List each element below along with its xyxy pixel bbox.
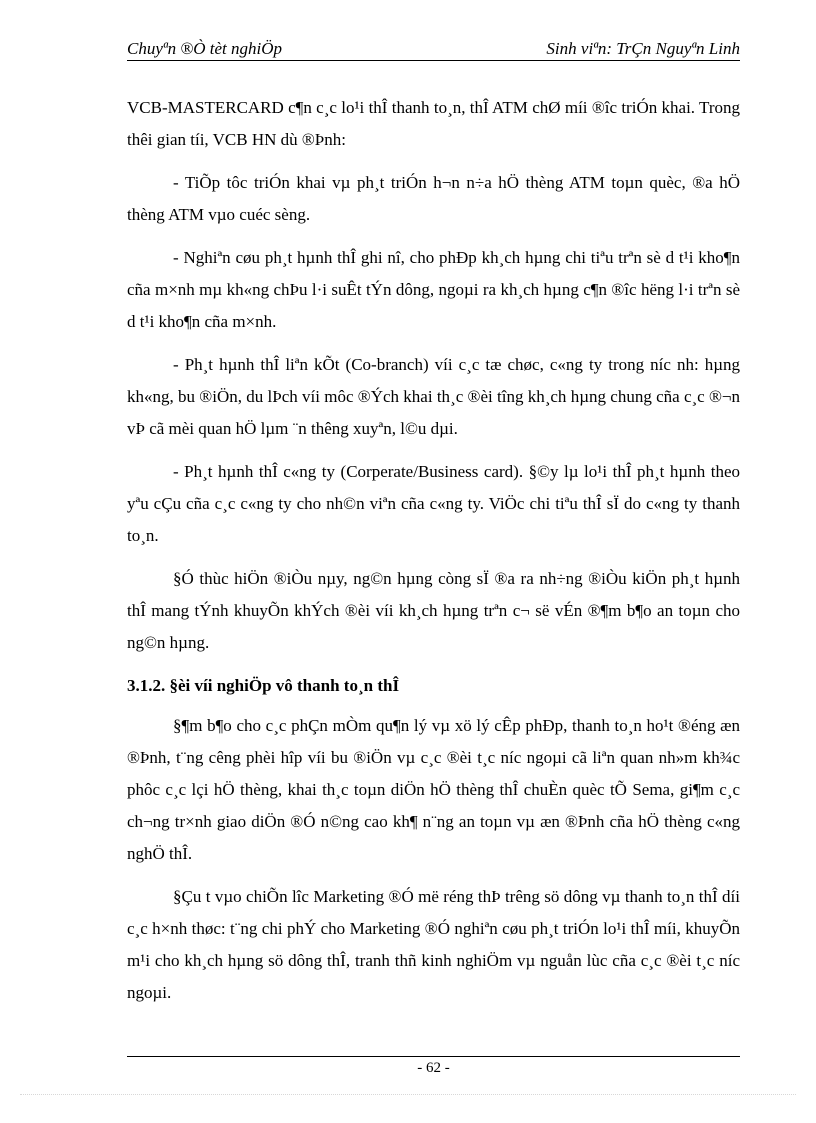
paragraph-business-card: - Ph¸t hµnh thÎ c«ng ty (Corperate/Business card). §©y lµ lo¹i thÎ ph¸t hµnh theo yªu cÇu cña c¸c c«ng ty cho nh©n viªn cña c«ng ty. ViÖc chi tiªu thÎ sÏ do c«ng ty thanh to¸n.: [127, 462, 740, 545]
page-body: [127, 92, 740, 1020]
paragraph-intro: VCB-MASTERCARD c¶n c¸c lo¹i thÎ thanh to¸n, thÎ ATM chØ míi ®îc triÓn khai. Trong thêi gian tíi, VCB HN dù ®Þnh:: [127, 98, 740, 149]
paragraph-marketing: §Çu t vµo chiÕn lîc Marketing ®Ó më réng thÞ trêng sö dông vµ thanh to¸n thÎ díi c¸c h×nh thøc: t¨ng chi phÝ cho Marketing ®Ó nghiªn cøu ph¸t triÓn lo¹i thÎ míi, khuyÕn m¹i cho kh¸ch hµng sö dông thÎ, tranh thñ kinh nghiÖm vµ nguån lùc cña c¸c ®èi t¸c níc ngoµi.: [127, 887, 740, 1002]
page-header: [127, 38, 740, 61]
paragraph-software: §¶m b¶o cho c¸c phÇn mÒm qu¶n lý vµ xö lý cÊp phÐp, thanh to¸n ho¹t ®éng æn ®Þnh, t¨ng cêng phèi hîp víi bu ®iÖn vµ c¸c ®èi t¸c níc ngoµi cã liªn quan nh»m kh¾c phôc c¸c lçi hÖ thèng, khai th¸c toµn diÖn hÖ thèng thÎ chuÈn quèc tÕ Sema, gi¶m c¸c ch¬ng tr×nh giao diÖn ®Ó n©ng cao kh¶ n¨ng an toµn vµ æn ®Þnh cña hÖ thèng c«ng nghÖ thÎ.: [127, 716, 740, 863]
header-document-title: Chuyªn ®Ò tèt nghiÖp: [127, 39, 283, 58]
header-author: Sinh viªn: TrÇn Nguyªn Linh: [546, 39, 740, 58]
footer-divider: [127, 1056, 740, 1057]
paragraph-co-branch: - Ph¸t hµnh thÎ liªn kÕt (Co-branch) víi c¸c tæ chøc, c«ng ty trong níc nh: hµng kh«ng, bu ®iÖn, du lÞch víi môc ®Ých khai th¸c ®èi tîng kh¸ch hµng chung cña c¸c ®¬n vÞ cã mèi quan hÖ lµm ¨n thêng xuyªn, l©u dµi.: [127, 355, 740, 438]
page-bottom-border: [20, 1094, 796, 1095]
paragraph-conditions: §Ó thùc hiÖn ®iÒu nµy, ng©n hµng còng sÏ ®a ra nh÷ng ®iÒu kiÖn ph¸t hµnh thÎ mang tÝnh khuyÕn khÝch ®èi víi kh¸ch hµng trªn c¬ së vÉn ®¶m b¶o an toµn cho ng©n hµng.: [127, 569, 740, 652]
section-heading: 3.1.2. §èi víi nghiÖp vô thanh to¸n thÎ: [127, 676, 400, 695]
paragraph-debit-card: - Nghiªn cøu ph¸t hµnh thÎ ghi nî, cho phÐp kh¸ch hµng chi tiªu trªn sè d t¹i kho¶n cña m×nh mµ kh«ng chÞu l·i suÊt tÝn dông, ngoµi ra kh¸ch hµng c¶n ®îc hëng l·i trªn sè d t¹i kho¶n cña m×nh.: [127, 248, 740, 331]
page-number: - 62 -: [417, 1060, 450, 1076]
paragraph-atm: - TiÕp tôc triÓn khai vµ ph¸t triÓn h¬n n÷a hÖ thèng ATM toµn quèc, ®a hÖ thèng ATM vµo cuéc sèng.: [127, 173, 740, 224]
